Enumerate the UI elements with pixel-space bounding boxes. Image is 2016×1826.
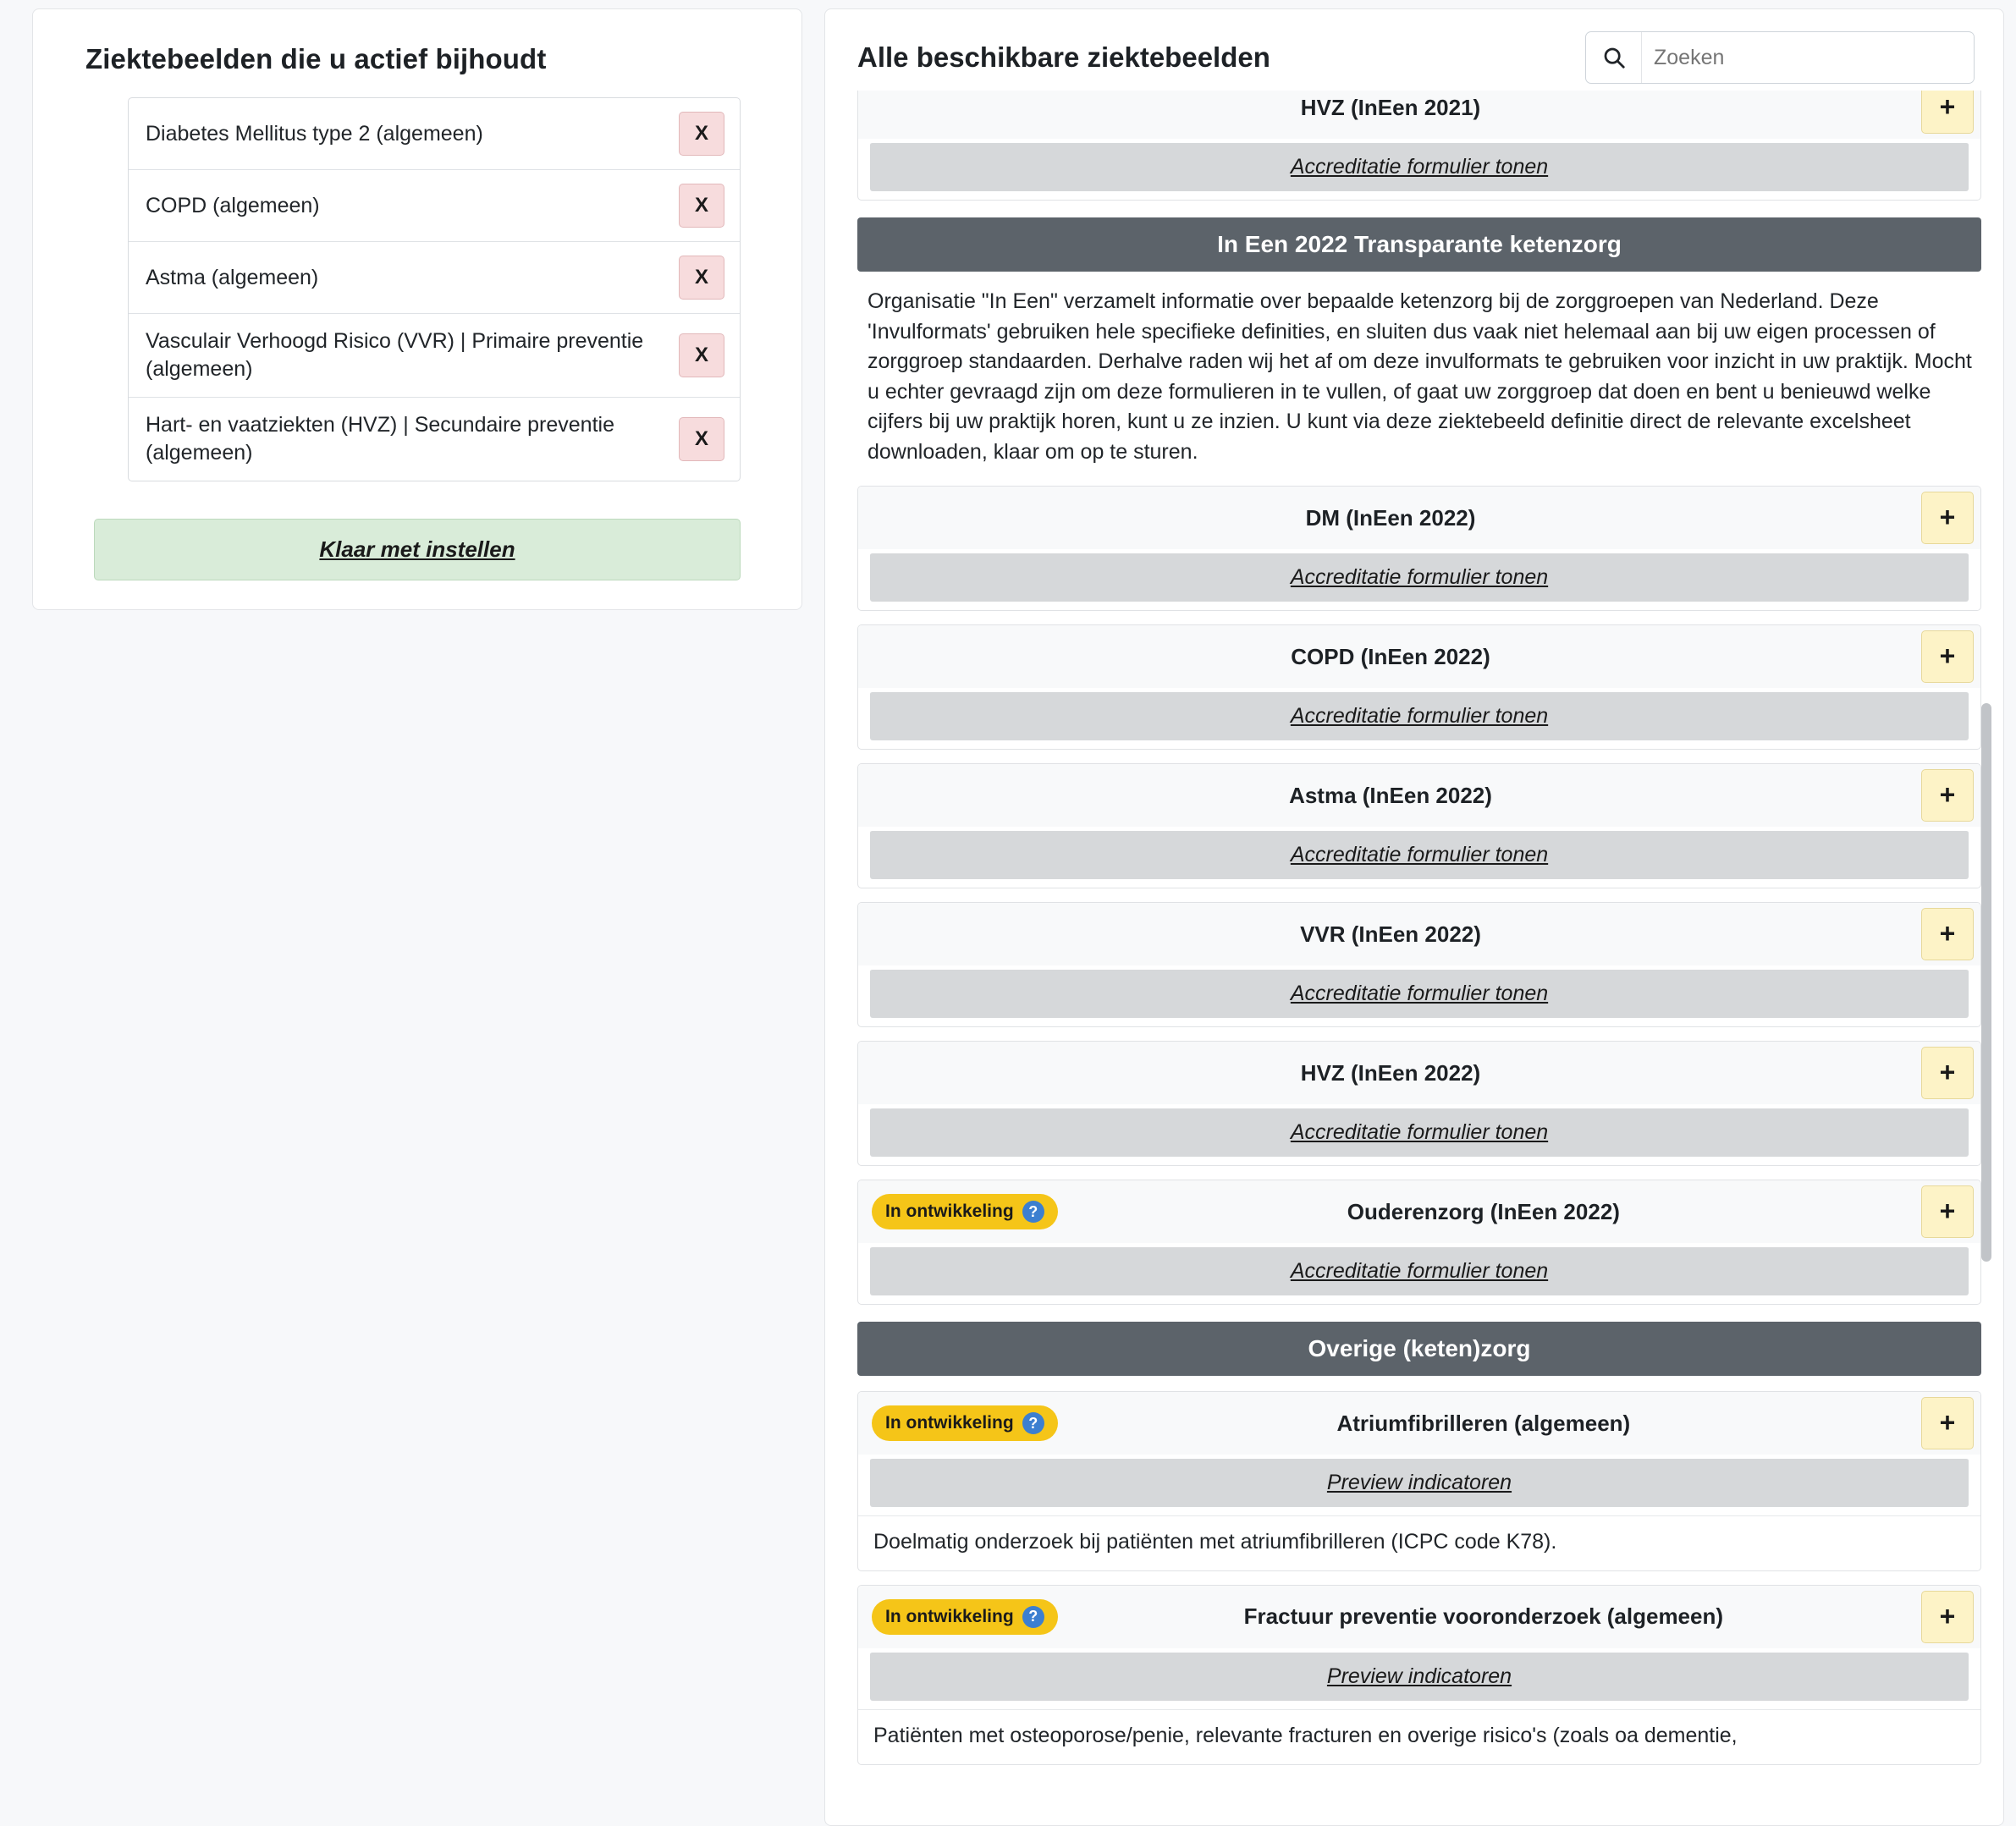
condition-card-header bbox=[858, 91, 1980, 139]
panel-title-active: Ziektebeelden die u actief bijhoudt bbox=[85, 43, 547, 74]
condition-title: VVR (InEen 2022) bbox=[1300, 921, 1481, 947]
condition-title: Ouderenzorg (InEen 2022) bbox=[1347, 1198, 1620, 1224]
status-badge-in-development bbox=[872, 1599, 1058, 1635]
condition-action-link[interactable]: Accreditatie formulier tonen bbox=[870, 691, 1969, 740]
help-icon[interactable]: ? bbox=[1022, 1412, 1044, 1434]
done-configuring-button[interactable]: Klaar met instellen bbox=[94, 519, 741, 580]
condition-card bbox=[857, 624, 1981, 750]
remove-condition-button[interactable]: X bbox=[679, 417, 724, 461]
condition-action-link[interactable]: Accreditatie formulier tonen bbox=[870, 1108, 1969, 1157]
add-condition-button[interactable]: + bbox=[1921, 908, 1974, 960]
add-condition-button[interactable]: + bbox=[1921, 630, 1974, 683]
scrollbar-track[interactable] bbox=[1980, 102, 1993, 1817]
condition-card-header bbox=[858, 1586, 1980, 1648]
condition-card-header bbox=[858, 1180, 1980, 1243]
condition-action-link[interactable]: Accreditatie formulier tonen bbox=[870, 969, 1969, 1018]
condition-action-link[interactable]: Accreditatie formulier tonen bbox=[870, 1246, 1969, 1295]
remove-condition-button[interactable]: X bbox=[679, 112, 724, 156]
help-icon[interactable]: ? bbox=[1022, 1201, 1044, 1223]
condition-card bbox=[857, 902, 1981, 1027]
condition-action-link[interactable]: Accreditatie formulier tonen bbox=[870, 830, 1969, 879]
search-input[interactable] bbox=[1642, 33, 1974, 82]
condition-title: Atriumfibrilleren (algemeen) bbox=[1336, 1410, 1631, 1436]
condition-card bbox=[857, 1041, 1981, 1166]
condition-title: Astma (InEen 2022) bbox=[1289, 782, 1492, 808]
active-condition-row bbox=[129, 98, 740, 170]
add-condition-button[interactable]: + bbox=[1921, 1047, 1974, 1099]
condition-action-link[interactable]: Accreditatie formulier tonen bbox=[870, 142, 1969, 191]
remove-condition-button[interactable]: X bbox=[679, 256, 724, 300]
condition-card-header bbox=[858, 625, 1980, 688]
condition-card-header bbox=[858, 903, 1980, 965]
status-badge-in-development bbox=[872, 1194, 1058, 1229]
active-condition-row bbox=[129, 398, 740, 481]
search-box[interactable] bbox=[1585, 31, 1975, 84]
add-condition-button[interactable]: + bbox=[1921, 1397, 1974, 1449]
add-condition-button[interactable]: + bbox=[1921, 1591, 1974, 1643]
condition-title: Fractuur preventie vooronderzoek (algemeen) bbox=[1243, 1603, 1724, 1630]
help-icon[interactable]: ? bbox=[1022, 1606, 1044, 1628]
add-condition-button[interactable]: + bbox=[1921, 769, 1974, 822]
section-intro-text: Organisatie "In Een" verzamelt informatie over bepaalde ketenzorg bij de zorggroepen van Nederland. Deze 'Invulformats' gebruiken hele specifieke definities, en sluiten dus vaak niet helemaal aan bij uw eigen processen of zorggroep standaarden. Derhalve raden wij het af om deze invulformats te gebruiken voor inzicht in uw praktijk. Mocht u echter gevraagd zijn om deze formulieren in te vullen, of gaat uw zorggroep dat doen en bent u benieuwd welke cijfers bij uw praktijk horen, kunt u ze inzien. U kunt via deze ziektebeeld definitie direct de relevante excelsheet downloaden, klaar om op te sturen. bbox=[868, 289, 1972, 464]
condition-title: DM (InEen 2022) bbox=[1305, 504, 1476, 531]
badge-label: In ontwikkeling bbox=[885, 1413, 1014, 1433]
active-conditions-panel bbox=[32, 8, 802, 610]
condition-title: HVZ (InEen 2021) bbox=[1300, 94, 1481, 120]
condition-card bbox=[857, 486, 1981, 611]
condition-description: Doelmatig onderzoek bij patiënten met atriumfibrilleren (ICPC code K78). bbox=[858, 1515, 1980, 1570]
panel-title-available: Alle beschikbare ziektebeelden bbox=[857, 41, 1270, 73]
condition-title: HVZ (InEen 2022) bbox=[1300, 1059, 1481, 1086]
condition-card-header bbox=[858, 1392, 1980, 1455]
condition-action-link[interactable]: Preview indicatoren bbox=[870, 1458, 1969, 1507]
active-condition-label: Vasculair Verhoogd Risico (VVR) | Primaire preventie (algemeen) bbox=[146, 329, 644, 381]
condition-card bbox=[857, 763, 1981, 888]
condition-card-header bbox=[858, 764, 1980, 827]
scrollbar-thumb[interactable] bbox=[1981, 703, 1991, 1262]
section-heading: Overige (keten)zorg bbox=[857, 1322, 1981, 1376]
badge-label: In ontwikkeling bbox=[885, 1202, 1014, 1221]
remove-condition-button[interactable]: X bbox=[679, 333, 724, 377]
active-conditions-list bbox=[128, 97, 741, 481]
condition-card bbox=[857, 1180, 1981, 1305]
remove-condition-button[interactable]: X bbox=[679, 184, 724, 228]
condition-card-header bbox=[858, 1042, 1980, 1104]
active-condition-label: Diabetes Mellitus type 2 (algemeen) bbox=[146, 121, 483, 146]
search-icon bbox=[1586, 32, 1642, 83]
add-condition-button[interactable]: + bbox=[1921, 492, 1974, 544]
add-condition-button[interactable]: + bbox=[1921, 1185, 1974, 1238]
condition-description: Patiënten met osteoporose/penie, relevante fracturen en overige risico's (zoals oa dementie, bbox=[858, 1709, 1980, 1764]
active-condition-label: Astma (algemeen) bbox=[146, 265, 319, 289]
available-conditions-panel bbox=[824, 8, 2004, 1826]
available-conditions-header bbox=[825, 9, 2003, 96]
active-condition-label: Hart- en vaatziekten (HVZ) | Secundaire preventie (algemeen) bbox=[146, 413, 614, 465]
badge-label: In ontwikkeling bbox=[885, 1606, 1014, 1626]
condition-action-link[interactable]: Accreditatie formulier tonen bbox=[870, 553, 1969, 602]
active-condition-row bbox=[129, 170, 740, 242]
condition-card bbox=[857, 1391, 1981, 1571]
active-condition-label: COPD (algemeen) bbox=[146, 193, 320, 217]
active-condition-row bbox=[129, 242, 740, 314]
add-condition-button[interactable]: + bbox=[1921, 91, 1974, 134]
conditions-scroll-area bbox=[825, 91, 2003, 1825]
condition-card-header bbox=[858, 487, 1980, 549]
condition-action-link[interactable]: Preview indicatoren bbox=[870, 1652, 1969, 1701]
active-condition-row bbox=[129, 314, 740, 398]
status-badge-in-development bbox=[872, 1405, 1058, 1441]
condition-card bbox=[857, 91, 1981, 201]
condition-title: COPD (InEen 2022) bbox=[1291, 643, 1490, 669]
condition-card bbox=[857, 1585, 1981, 1765]
section-heading: In Een 2022 Transparante ketenzorg bbox=[857, 217, 1981, 272]
